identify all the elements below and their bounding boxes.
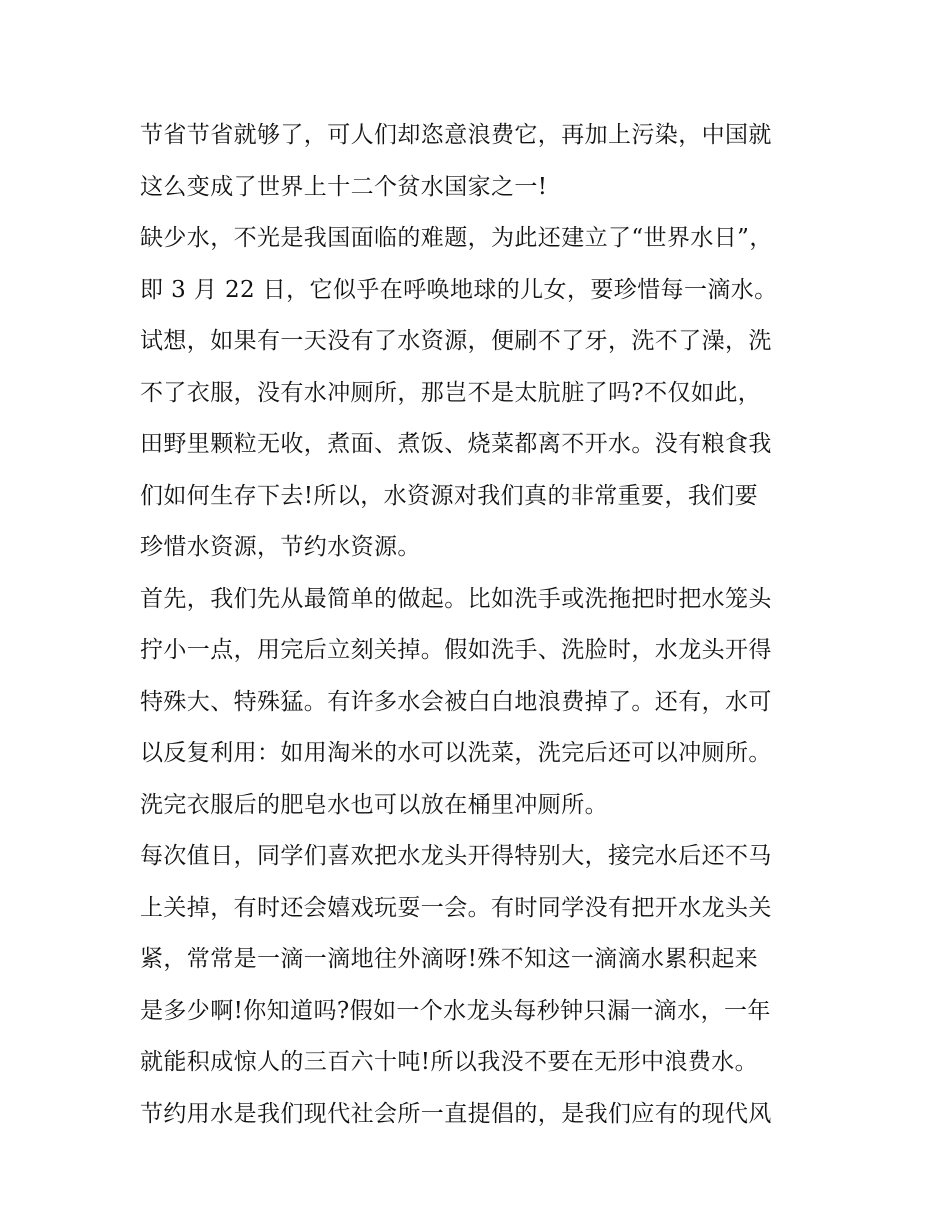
text-line: 以反复利用：如用淘米的水可以洗菜，洗完后还可以冲厕所。 xyxy=(140,740,772,766)
text-line: 们如何生存下去!所以，水资源对我们真的非常重要，我们要 xyxy=(140,482,759,509)
text-line: 珍惜水资源，节约水资源。 xyxy=(140,534,421,560)
text-line: 洗完衣服后的肥皂水也可以放在桶里冲厕所。 xyxy=(140,791,608,818)
text-line: 就能积成惊人的三百六十吨!所以我没不要在无形中浪费水。 xyxy=(140,1049,759,1075)
text-line: 特殊大、特殊猛。有许多水会被白白地浪费掉了。还有，水可 xyxy=(140,688,772,715)
text-line: 不了衣服，没有水冲厕所，那岂不是太肮脏了吗?不仅如此， xyxy=(140,379,762,406)
text-line: 节约用水是我们现代社会所一直提倡的，是我们应有的现代风 xyxy=(140,1100,772,1127)
document-body xyxy=(140,110,830,1140)
text-line: 上关掉，有时还会嬉戏玩耍一会。有时同学没有把开水龙头关 xyxy=(140,894,772,921)
text-line: 紧，常常是一滴一滴地往外滴呀!殊不知这一滴滴水累积起来 xyxy=(140,946,759,972)
text-line: 首先，我们先从最简单的做起。比如洗手或洗拖把时把水笼头 xyxy=(140,585,772,612)
text-line: 每次值日，同学们喜欢把水龙头开得特别大，接完水后还不马 xyxy=(140,843,772,869)
text-line: 试想，如果有一天没有了水资源，便刷不了牙，洗不了澡，洗 xyxy=(140,328,772,354)
text-line: 拧小一点，用完后立刻关掉。假如洗手、洗脸时，水龙头开得 xyxy=(140,637,772,663)
text-line: 缺少水，不光是我国面临的难题，为此还建立了“世界水日”， xyxy=(140,225,773,251)
text-line: 是多少啊!你知道吗?假如一个水龙头每秒钟只漏一滴水，一年 xyxy=(140,997,771,1024)
text-line: 即 3 月 22 日，它似乎在呼唤地球的儿女，要珍惜每一滴水。 xyxy=(140,276,778,303)
text-line: 这么变成了世界上十二个贫水国家之一! xyxy=(140,173,548,200)
text-line: 节省节省就够了，可人们却恣意浪费它，再加上污染，中国就 xyxy=(140,122,772,148)
text-line: 田野里颗粒无收，煮面、煮饭、烧菜都离不开水。没有粮食我 xyxy=(140,431,772,457)
